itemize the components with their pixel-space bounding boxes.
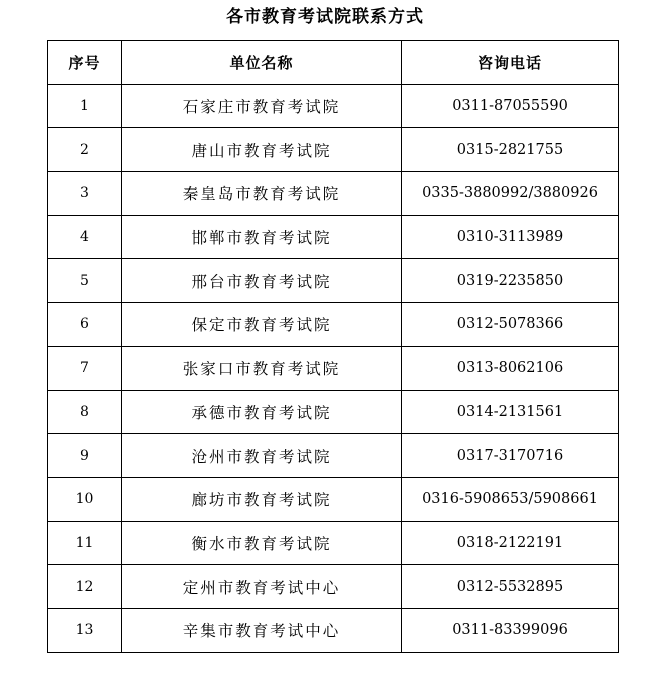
row-serial-number: 2	[48, 128, 122, 172]
header-serial-number: 序号	[48, 41, 122, 85]
row-serial-number: 7	[48, 346, 122, 390]
row-phone: 0335-3880992/3880926	[402, 172, 619, 216]
row-serial-number: 3	[48, 172, 122, 216]
row-unit-name: 承德市教育考试院	[122, 390, 402, 434]
row-serial-number: 4	[48, 215, 122, 259]
row-unit-name: 石家庄市教育考试院	[122, 84, 402, 128]
row-phone: 0312-5532895	[402, 565, 619, 609]
document-title: 各市教育考试院联系方式	[226, 7, 424, 27]
table-row	[48, 565, 619, 609]
row-phone: 0310-3113989	[402, 215, 619, 259]
row-phone: 0316-5908653/5908661	[402, 477, 619, 521]
contact-table	[47, 40, 619, 653]
table-header-row	[48, 41, 619, 85]
table-row	[48, 346, 619, 390]
table-row	[48, 172, 619, 216]
row-serial-number: 1	[48, 84, 122, 128]
row-serial-number: 8	[48, 390, 122, 434]
row-unit-name: 唐山市教育考试院	[122, 128, 402, 172]
table-row	[48, 128, 619, 172]
row-phone: 0318-2122191	[402, 521, 619, 565]
row-unit-name: 廊坊市教育考试院	[122, 477, 402, 521]
table-row	[48, 608, 619, 652]
row-phone: 0317-3170716	[402, 434, 619, 478]
row-phone: 0312-5078366	[402, 303, 619, 347]
row-phone: 0319-2235850	[402, 259, 619, 303]
row-serial-number: 13	[48, 608, 122, 652]
row-phone: 0315-2821755	[402, 128, 619, 172]
table-row	[48, 215, 619, 259]
table-row	[48, 303, 619, 347]
row-serial-number: 6	[48, 303, 122, 347]
row-unit-name: 衡水市教育考试院	[122, 521, 402, 565]
row-unit-name: 邢台市教育考试院	[122, 259, 402, 303]
table-row	[48, 521, 619, 565]
row-unit-name: 定州市教育考试中心	[122, 565, 402, 609]
table-row	[48, 434, 619, 478]
row-unit-name: 辛集市教育考试中心	[122, 608, 402, 652]
row-unit-name: 沧州市教育考试院	[122, 434, 402, 478]
row-phone: 0314-2131561	[402, 390, 619, 434]
table-row	[48, 84, 619, 128]
header-phone: 咨询电话	[402, 41, 619, 85]
row-phone: 0313-8062106	[402, 346, 619, 390]
row-serial-number: 5	[48, 259, 122, 303]
row-phone: 0311-83399096	[402, 608, 619, 652]
row-phone: 0311-87055590	[402, 84, 619, 128]
table-row	[48, 390, 619, 434]
row-serial-number: 10	[48, 477, 122, 521]
row-unit-name: 保定市教育考试院	[122, 303, 402, 347]
table-row	[48, 477, 619, 521]
row-unit-name: 秦皇岛市教育考试院	[122, 172, 402, 216]
row-serial-number: 9	[48, 434, 122, 478]
row-serial-number: 11	[48, 521, 122, 565]
row-serial-number: 12	[48, 565, 122, 609]
table-row	[48, 259, 619, 303]
header-unit-name: 单位名称	[122, 41, 402, 85]
row-unit-name: 张家口市教育考试院	[122, 346, 402, 390]
row-unit-name: 邯郸市教育考试院	[122, 215, 402, 259]
